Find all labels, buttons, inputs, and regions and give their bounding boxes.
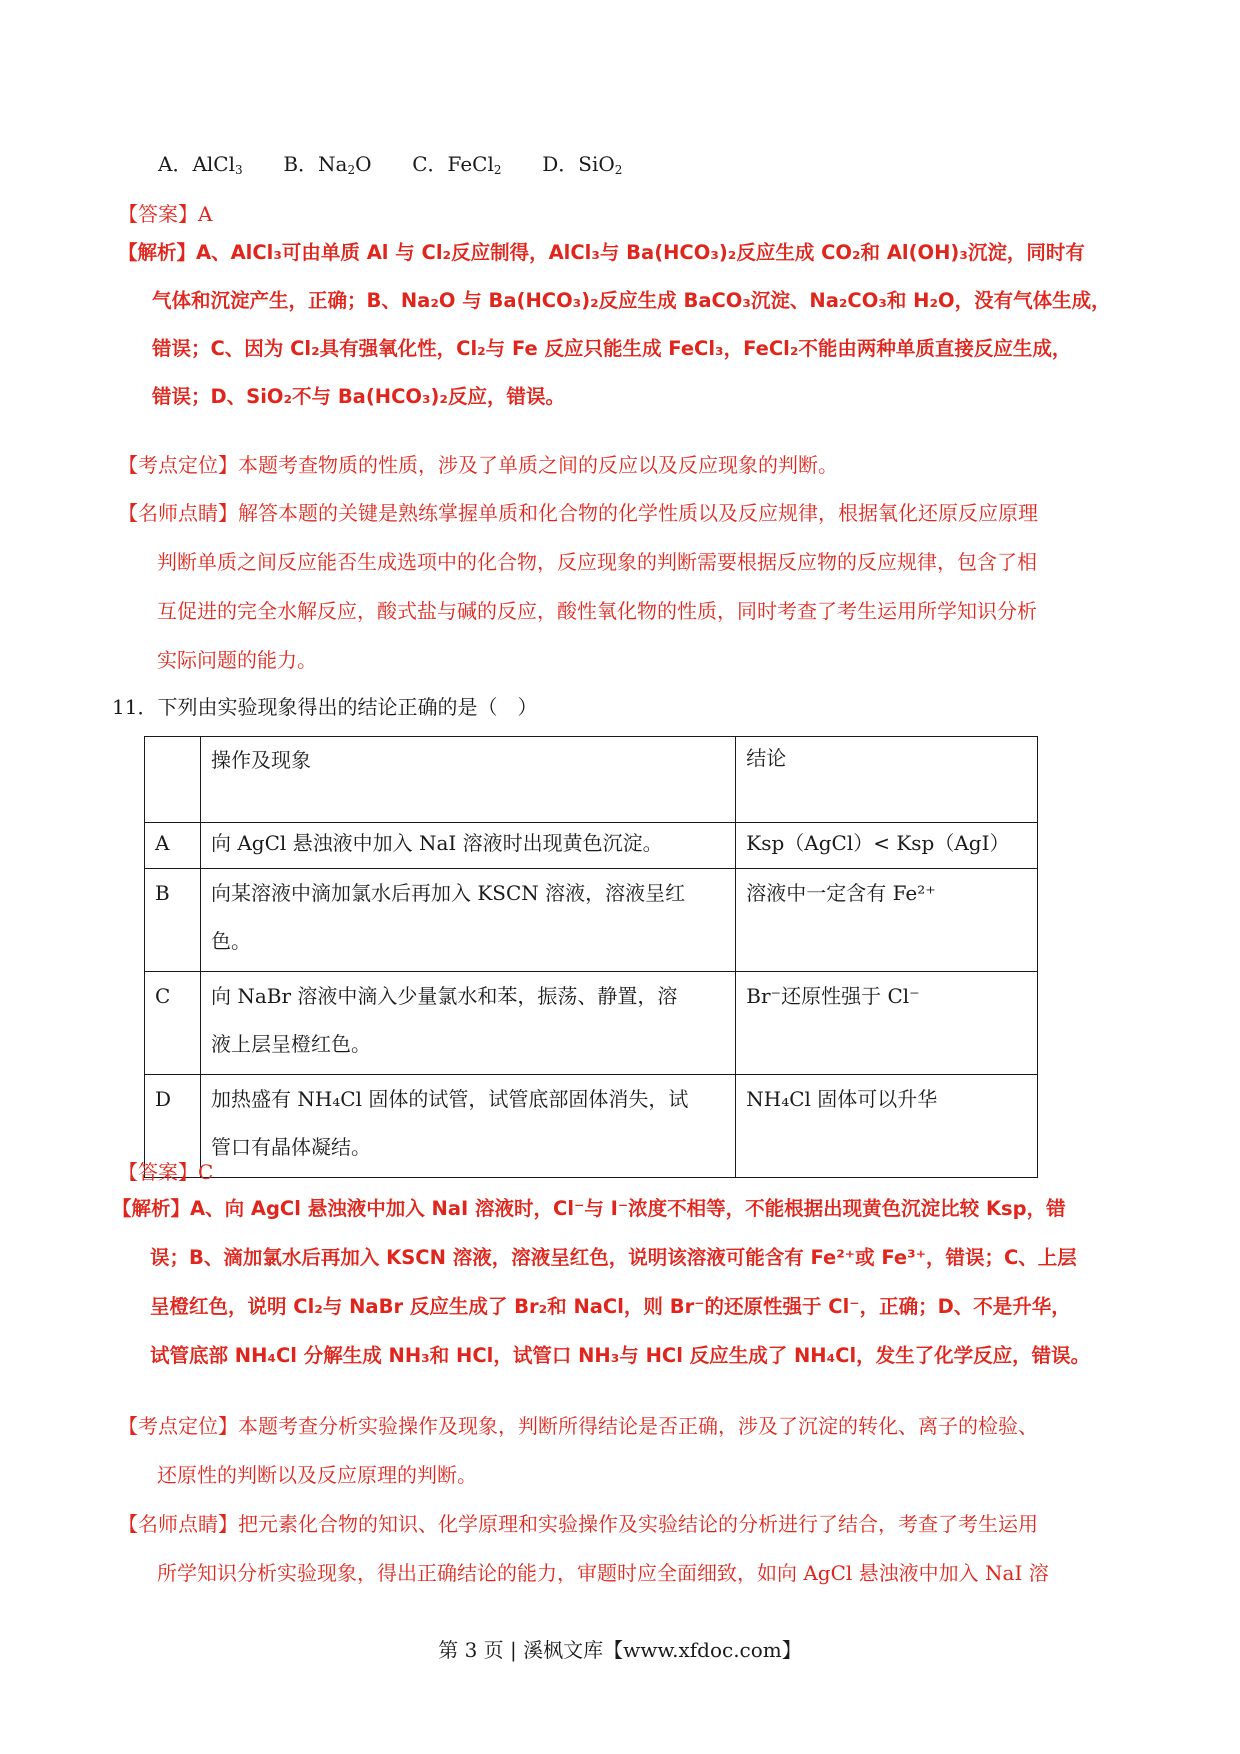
q10-analysis-line-2: 气体和沉淀产生，正确；B、Na₂O 与 Ba(HCO₃)₂反应生成 BaCO₃沉淀、Na₂CO₃和 H₂O，没有气体生成， xyxy=(152,289,1111,312)
q10-analysis-line-4: 错误；D、SiO₂不与 Ba(HCO₃)₂反应，错误。 xyxy=(152,385,565,408)
option-d: D．SiO$_2$ xyxy=(542,152,623,177)
table-header-row xyxy=(145,737,1038,823)
row-label: D xyxy=(145,1075,201,1178)
table-header-cell xyxy=(145,737,201,823)
q10-kaodian: 【考点定位】本题考查物质的性质，涉及了单质之间的反应以及反应现象的判断。 xyxy=(118,453,838,477)
q10-analysis-line-3: 错误；C、因为 Cl₂具有强氧化性，Cl₂与 Fe 反应只能生成 FeCl₃，FeCl₂不能由两种单质直接反应生成， xyxy=(152,337,1072,360)
q11-stem: 11．下列由实验现象得出的结论正确的是（ ） xyxy=(112,695,538,719)
option-a: A．AlCl$_3$ xyxy=(158,152,243,177)
row-operation: 向某溶液中滴加氯水后再加入 KSCN 溶液，溶液呈红 色。 xyxy=(200,869,735,972)
table-header-cell: 结论 xyxy=(736,737,1038,823)
q10-answer: 【答案】A xyxy=(118,202,213,226)
row-conclusion: 溶液中一定含有 Fe²⁺ xyxy=(736,869,1038,972)
q11-analysis-line-3: 呈橙红色，说明 Cl₂与 NaBr 反应生成了 Br₂和 NaCl，则 Br⁻的还原性强于 Cl⁻，正确；D、不是升华， xyxy=(150,1295,1071,1318)
table-row xyxy=(145,823,1038,869)
row-operation: 向 AgCl 悬浊液中加入 NaI 溶液时出现黄色沉淀。 xyxy=(200,823,735,869)
q10-mingshi-line-4: 实际问题的能力。 xyxy=(157,648,317,672)
q11-mingshi-line-1: 【名师点睛】把元素化合物的知识、化学原理和实验操作及实验结论的分析进行了结合，考查了考生运用 xyxy=(118,1512,1038,1536)
row-conclusion: Br⁻还原性强于 Cl⁻ xyxy=(736,972,1038,1075)
row-operation: 向 NaBr 溶液中滴入少量氯水和苯，振荡、静置，溶 液上层呈橙红色。 xyxy=(200,972,735,1075)
q11-answer: 【答案】C xyxy=(118,1160,214,1184)
q11-kaodian-line-2: 还原性的判断以及反应原理的判断。 xyxy=(157,1463,477,1487)
q11-analysis-line-1: 【解析】A、向 AgCl 悬浊液中加入 NaI 溶液时，Cl⁻与 I⁻浓度不相等，不能根据出现黄色沉淀比较 Ksp，错 xyxy=(112,1197,1066,1220)
option-c: C．FeCl$_2$ xyxy=(412,152,502,177)
row-operation: 加热盛有 NH₄Cl 固体的试管，试管底部固体消失，试 管口有晶体凝结。 xyxy=(200,1075,735,1178)
table-header-cell: 操作及现象 xyxy=(200,737,735,823)
row-conclusion: Ksp（AgCl）< Ksp（AgI） xyxy=(736,823,1038,869)
page-footer: 第 3 页 | 溪枫文库【www.xfdoc.com】 xyxy=(438,1638,802,1662)
q11-analysis-line-4: 试管底部 NH₄Cl 分解生成 NH₃和 HCl，试管口 NH₃与 HCl 反应生成了 NH₄Cl，发生了化学反应，错误。 xyxy=(150,1344,1091,1367)
q10-analysis-line-1: 【解析】A、AlCl₃可由单质 Al 与 Cl₂反应制得，AlCl₃与 Ba(HCO₃)₂反应生成 CO₂和 Al(OH)₃沉淀，同时有 xyxy=(118,241,1085,264)
q11-mingshi-line-2: 所学知识分析实验现象，得出正确结论的能力，审题时应全面细致，如向 AgCl 悬浊液中加入 NaI 溶 xyxy=(157,1561,1049,1585)
q11-table xyxy=(144,736,1038,1178)
option-b: B．$Na_2O$ xyxy=(283,152,372,177)
row-label: B xyxy=(145,869,201,972)
table-row xyxy=(145,869,1038,972)
row-label: A xyxy=(145,823,201,869)
q11-kaodian-line-1: 【考点定位】本题考查分析实验操作及现象，判断所得结论是否正确，涉及了沉淀的转化、离子的检验、 xyxy=(118,1414,1038,1438)
row-label: C xyxy=(145,972,201,1075)
q11-analysis-line-2: 误；B、滴加氯水后再加入 KSCN 溶液，溶液呈红色，说明该溶液可能含有 Fe²⁺或 Fe³⁺，错误；C、上层 xyxy=(150,1246,1077,1269)
q10-mingshi-line-1: 【名师点睛】解答本题的关键是熟练掌握单质和化合物的化学性质以及反应规律，根据氧化还原反应原理 xyxy=(118,501,1038,525)
q10-mingshi-line-3: 互促进的完全水解反应，酸式盐与碱的反应，酸性氧化物的性质，同时考查了考生运用所学知识分析 xyxy=(157,599,1037,623)
table-row xyxy=(145,972,1038,1075)
q10-mingshi-line-2: 判断单质之间反应能否生成选项中的化合物，反应现象的判断需要根据反应物的反应规律，包含了相 xyxy=(157,550,1037,574)
table-row xyxy=(145,1075,1038,1178)
answer-options xyxy=(158,151,622,177)
row-conclusion: NH₄Cl 固体可以升华 xyxy=(736,1075,1038,1178)
